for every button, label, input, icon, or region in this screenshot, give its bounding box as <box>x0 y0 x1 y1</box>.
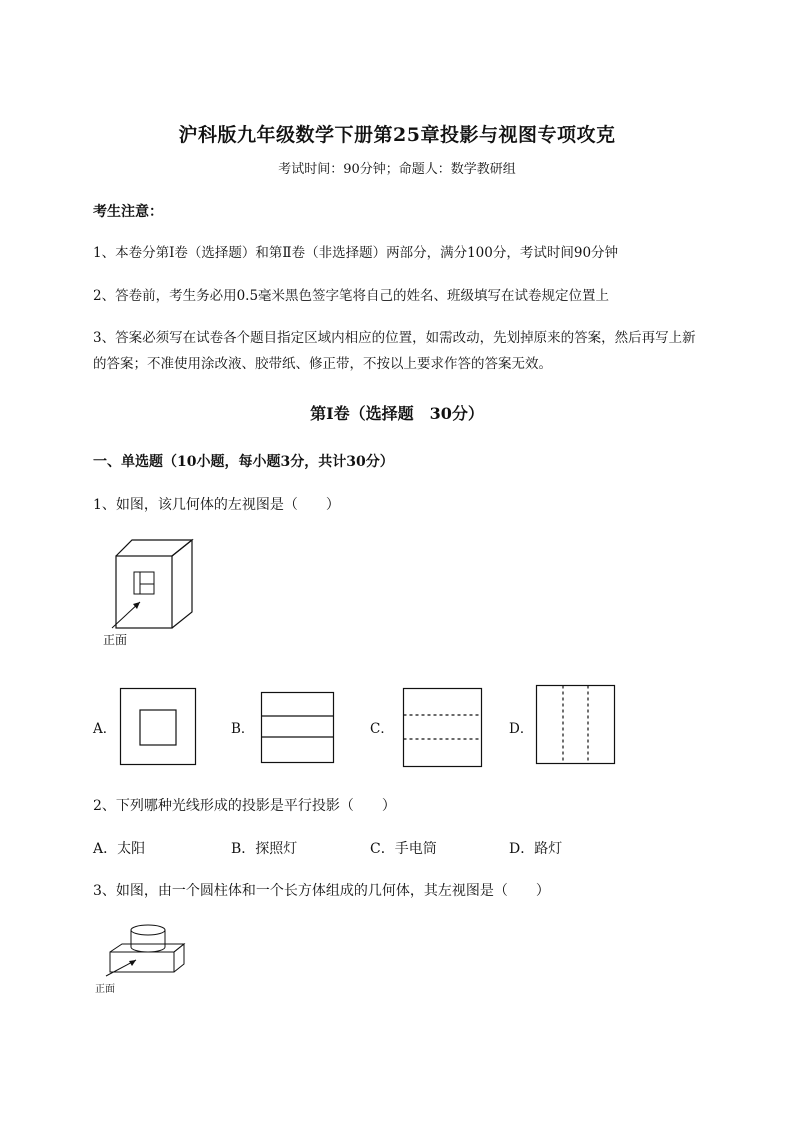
note-item-3-line-1: 3、答案必须写在试卷各个题目指定区域内相应的位置，如需改动，先划掉原来的答案，然后再写上新 <box>93 330 696 346</box>
question-1-text: 1、如图，该几何体的左视图是（ ） <box>93 497 340 513</box>
question-2-text: 2、下列哪种光线形成的投影是平行投影（ ） <box>93 798 396 814</box>
option-b-label: B． <box>231 721 255 737</box>
notes-heading: 考生注意： <box>93 204 163 220</box>
q2-option-d: D．路灯 <box>509 841 563 857</box>
section-title: 第I卷（选择题 30分） <box>310 404 484 423</box>
q3-front-label: 正面 <box>95 984 115 995</box>
front-label: 正面 <box>103 633 128 647</box>
page-title: 沪科版九年级数学下册第25章投影与视图专项攻克 <box>178 124 616 146</box>
part-title: 一、单选题（10小题，每小题3分，共计30分） <box>93 454 394 470</box>
option-d-figure <box>536 685 616 765</box>
question-3-text: 3、如图，由一个圆柱体和一个长方体组成的几何体，其左视图是（ ） <box>93 883 550 899</box>
note-item-2: 2、答卷前，考生务必用0.5毫米黑色签字笔将自己的姓名、班级填写在试卷规定位置上 <box>93 288 610 304</box>
q2-option-b: B．探照灯 <box>231 841 298 857</box>
note-item-1: 1、本卷分第I卷（选择题）和第Ⅱ卷（非选择题）两部分，满分100分，考试时间90分钟 <box>93 245 619 261</box>
exam-info: 考试时间：90分钟；命题人：数学教研组 <box>278 162 516 177</box>
option-c-label: C． <box>370 721 394 737</box>
option-d-label: D． <box>509 721 534 737</box>
option-a-label: A． <box>93 721 117 737</box>
option-b-figure <box>261 692 337 764</box>
q2-option-c: C．手电筒 <box>370 841 437 857</box>
option-a-figure <box>120 688 198 766</box>
option-c-figure <box>403 688 483 768</box>
q2-option-a: A．太阳 <box>93 841 146 857</box>
note-item-3-line-2: 的答案；不准使用涂改液、胶带纸、修正带，不按以上要求作答的答案无效。 <box>93 356 552 372</box>
